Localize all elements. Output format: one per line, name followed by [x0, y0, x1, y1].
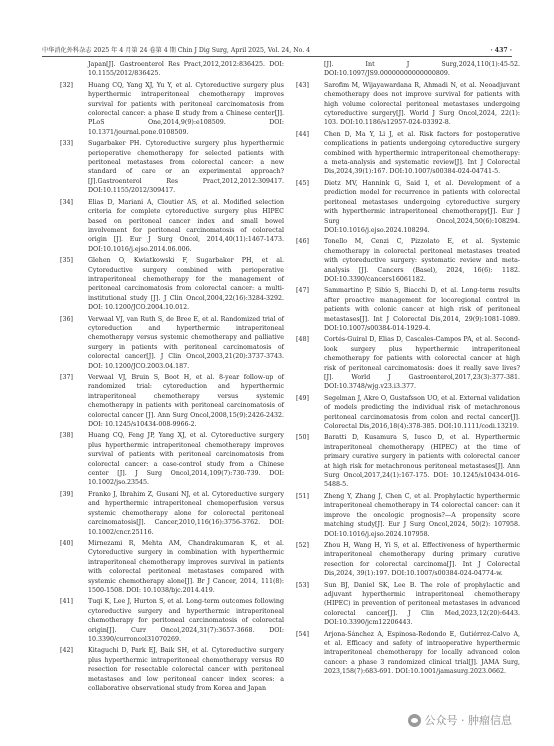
reference-entry — [60, 60, 284, 79]
reference-entry — [60, 646, 284, 693]
reference-number — [60, 60, 88, 79]
reference-number: [32] — [60, 81, 73, 89]
page-number: · 437 · — [490, 47, 512, 54]
reference-number: [51] — [296, 492, 309, 500]
references-right-column — [296, 60, 520, 712]
reference-number: [54] — [296, 630, 309, 638]
reference-entry — [296, 179, 520, 235]
reference-text: Dietz MV, Hannink G, Said I, et al. Development of a prediction model for recurrence in patients with colorectal peritoneal metastases undergoing cytoreductive surgery with hyperthermic intraperitoneal chemotherapy[J]. Eur J Surg Oncol,2024,50(6):108294. DOI:10.1016/j.ejso.2024.108294. — [324, 179, 520, 234]
reference-text: Tonello M, Cenzi C, Pizzolato E, et al. Systemic chemotherapy in colorectal peritoneal metastases treated with cytoreductive surgery: systematic review and meta-analysis [J]. Cancers (Basel), 2024, 16(6): 1182. DOI:10.3390/cancers16061182. — [324, 238, 520, 283]
reference-text: Sugarbaker PH. Cytoreductive surgery plus hyperthermic perioperative chemotherapy for selected patients with peritoneal metastases from colorectal cancer: a new standard of care or an experimental approach?[J].Gastroenterol Res Pract,2012,2012:309417. DOI:10.1155/2012/309417. — [88, 140, 284, 195]
running-header — [42, 42, 512, 57]
reference-text: Glehen O, Kwiatkowski F, Sugarbaker PH, et al. Cytoreductive surgery combined with perioperative intraperitoneal chemotherapy for the management of peritoneal carcinomatosis from colorectal cancer: a multi-institutional study [J]. J Clin Oncol,2004,22(16):3284-3292. DOI: 10.1200/JCO.2004.10.012. — [88, 257, 284, 312]
reference-text: Sun BJ, Daniel SK, Lee B. The role of prophylactic and adjuvant hyperthermic intraperitoneal chemotherapy (HIPEC) in prevention of peritoneal metastases in advanced colorectal cancer[J]. J Clin Med,2023,12(20):6443. DOI:10.3390/jcm12206443. — [324, 581, 520, 627]
reference-text: Cortés-Guiral D, Elias D, Cascales-Campos PA, et al. Second-look surgery plus hyperthermic intraperitoneal chemotherapy for patients with colorectal cancer at high risk of peritoneal carcinomatosis: does it really save lives?[J]. World J Gastroenterol,2017,23(3):377-381. DOI:10.3748/wjg.v23.i3.377. — [324, 336, 520, 391]
reference-entry — [60, 315, 284, 371]
reference-entry — [296, 630, 520, 677]
references-body — [60, 60, 520, 712]
watermark-text: 公众号 · 肿瘤信息 — [424, 714, 512, 727]
reference-number: [34] — [60, 198, 73, 206]
reference-number — [296, 60, 324, 79]
reference-number: [48] — [296, 336, 309, 344]
reference-entry — [60, 198, 284, 254]
reference-entry — [296, 433, 520, 489]
reference-entry — [296, 541, 520, 579]
reference-number: [37] — [60, 374, 73, 381]
reference-text: Japan[J]. Gastroenterol Res Pract,2012,2012:836425. DOI: 10.1155/2012/836425. — [88, 61, 284, 78]
reference-text: Sammartino P, Sibio S, Biacchi D, et al. Long-term results after proactive management for locoregional control in patients with colonic cancer at high risk of peritoneal metastases[J]. Int J Colorectal Dis,2014, 29(9):1081-1089. DOI:10.1007/s00384-014-1929-4. — [324, 287, 520, 332]
reference-entry — [60, 373, 284, 429]
reference-entry — [296, 60, 520, 79]
reference-number: [40] — [60, 539, 73, 547]
reference-entry — [296, 237, 520, 284]
reference-number: [44] — [296, 130, 309, 138]
reference-text: Zhou H, Wang H, Yi S, et al. Effectiveness of hyperthermic intraperitoneal chemotherapy during primary curative resection for colorectal carcinoma[J]. Int J Colorectal Dis,2024, 39(1):197. DOI:10.1007/s00384-024-04774-w. — [324, 541, 520, 578]
reference-number: [33] — [60, 140, 73, 148]
reference-number: [38] — [60, 432, 73, 440]
reference-entry — [296, 492, 520, 539]
journal-header: 中华消化外科杂志 2025 年 4 月第 24 卷第 4 期 Chin J Dig Surg, April 2025, Vol. 24, No. 4 — [42, 47, 311, 54]
reference-entry — [296, 130, 520, 177]
reference-text: Elias D, Mariani A, Cloutier AS, et al. Modified selection criteria for complete cytoreductive surgery plus HIPEC based on peritoneal cancer index and small bowel involvement for peritoneal carcinomatosis of colorectal origin [J]. Eur J Surg Oncol, 2014,40(11):1467-1473. DOI:10.1016/j.ejso.2014.06.006. — [88, 198, 284, 253]
reference-text: Verwaal VJ, van Ruth S, de Bree E, et al. Randomized trial of cytoreduction and hyperthermic intraperitoneal chemotherapy versus systemic chemotherapy and palliative surgery in patients with peritoneal carcinomatosis of colorectal cancer[J]. J Clin Oncol,2003,21(20):3737-3743. DOI: 10.1200/JCO.2003.04.187. — [88, 315, 284, 370]
reference-text: Huang CQ, Feng JP, Yang XJ, et al. Cytoreductive surgery plus hyperthermic intraperitoneal chemotherapy improves survival of patients with peritoneal carcinomatosis from colorectal cancer: a case-control study from a Chinese center [J]. J Surg Oncol,2014,109(7):730-739. DOI: 10.1002/jso.23545. — [88, 432, 284, 487]
reference-number: [52] — [296, 541, 309, 549]
references-left-column — [60, 60, 284, 712]
reference-entry — [296, 335, 520, 391]
reference-entry — [60, 256, 284, 312]
reference-number: [39] — [60, 490, 73, 498]
reference-number: [53] — [296, 581, 309, 589]
reference-number: [47] — [296, 287, 309, 295]
reference-text: Segelman J, Akre O, Gustafsson UO, et al. External validation of models predicting the individual risk of metachronous peritoneal carcinomatosis from colon and rectal cancer[J]. Colorectal Dis,2016,18(4):378-385. DOI:10.1111/codi.13219. — [324, 394, 520, 431]
reference-text: Chen D, Ma Y, Li J, et al. Risk factors for postoperative complications in patients undergoing cytoreductive surgery combined with hyperthermic intraperitoneal chemotherapy: a meta-analysis and systematic review[J]. Int J Colorectal Dis,2024,39(1):167. DOI:10.1007/s00384-024-04741-5. — [324, 130, 520, 176]
watermark — [408, 712, 513, 728]
reference-entry — [296, 286, 520, 333]
reference-number: [45] — [296, 179, 309, 187]
reference-text: Tuqi K, Lee J, Hurton S, et al. Long-term outcomes following cytoreductive surgery and hyperthermic intraperitoneal chemotherapy for peritoneal carcinomatosis of colorectal origin[J]. Curr Oncol,2024,31(7):3657-3668. DOI: 10.3390/curroncol31070269. — [88, 598, 284, 643]
reference-text: Baratti D, Kusamura S, Iusco D, et al. Hyperthermic intraperitoneal chemotherapy (HIPEC) at the time of primary curative surgery in patients with colorectal cancer at high risk for metachronous peritoneal metastases[J]. Ann Surg Oncol,2017,24(1):167-175. DOI: 10.1245/s10434-016-5488-5. — [324, 434, 520, 489]
reference-number: [41] — [60, 598, 73, 606]
reference-text: Huang CQ, Yang XJ, Yu Y, et al. Cytoreductive surgery plus hyperthermic intraperitoneal chemotherapy improves survival for patients with peritoneal carcinomatosis from colorectal cancer: a phase Ⅱ study from a Chinese center[J]. PLoS One,2014,9(9):e108509. DOI: 10.1371/journal.pone.0108509. — [88, 81, 284, 136]
reference-number: [43] — [296, 81, 309, 89]
reference-text: Arjona-Sánchez A, Espinosa-Redondo E, Gutiérrez-Calvo A, et al. Efficacy and safety of intraoperative hyperthermic intraperitoneal chemotherapy for locally advanced colon cancer: a phase 3 randomized clinical trial[J]. JAMA Surg, 2023,158(7):683-691. DOI:10.1001/jamasurg.2023.0662. — [324, 630, 520, 676]
reference-text: Zheng Y, Zhang J, Chen C, et al. Prophylactic hyperthermic intraperitoneal chemotherapy in T4 colorectal cancer: can it improve the oncologic prognosis?—A propensity score matching study[J]. Eur J Surg Oncol,2024, 50(2): 107958. DOI:10.1016/j.ejso.2024.107958. — [324, 492, 520, 538]
reference-text: Mirnezami R, Mehta AM, Chandrakumaran K, et al. Cytoreductive surgery in combination with hyperthermic intraperitoneal chemotherapy improves survival in patients with colorectal peritoneal metastases compared with systemic chemotherapy alone[J]. Br J Cancer, 2014, 111(8): 1500-1508. DOI: 10.1038/bjc.2014.419. — [88, 539, 284, 594]
reference-text: Kitaguchi D, Park EJ, Baik SH, et al. Cytoreductive surgery plus hyperthermic intraperitoneal chemotherapy versus R0 resection for resectable colorectal cancer with peritoneal metastases and low peritoneal cancer index scores: a collaborative observational study from Korea and Japan — [88, 647, 284, 692]
reference-text: Franko J, Ibrahim Z, Gusani NJ, et al. Cytoreductive surgery and hyperthermic intraperitoneal chemoperfusion versus systemic chemotherapy alone for colorectal peritoneal carcinomatosis[J]. Cancer,2010,116(16):3756-3762. DOI: 10.1002/cncr.25116. — [88, 490, 284, 536]
reference-entry — [60, 139, 284, 195]
reference-text: Verwaal VJ, Bruin S, Boot H, et al. 8-year follow-up of randomized trial: cytoreduction and hyperthermic intraperitoneal chemotherapy versus systemic chemotherapy in patients with peritoneal carcinomatosis of colorectal cancer [J]. Ann Surg Oncol,2008,15(9):2426-2432. DOI: 10.1245/s10434-008-9966-2. — [88, 374, 284, 429]
reference-entry — [296, 394, 520, 432]
wechat-icon — [408, 714, 421, 727]
reference-number: [46] — [296, 238, 309, 246]
reference-entry — [296, 81, 520, 128]
reference-entry — [60, 490, 284, 537]
reference-number: [35] — [60, 257, 73, 265]
reference-number: [36] — [60, 315, 73, 323]
reference-number: [50] — [296, 434, 309, 442]
reference-entry — [60, 597, 284, 644]
reference-entry — [60, 539, 284, 595]
reference-entry — [60, 81, 284, 137]
reference-number: [49] — [296, 394, 309, 402]
reference-entry — [60, 431, 284, 487]
reference-text: Sarofim M, Wijayawardana R, Ahmadi N, et al. Neoadjuvant chemotherapy does not improve survival for patients with high volume colorectal peritoneal metastases undergoing cytoreductive surgery[J]. World J Surg Oncol,2024, 22(1): 103. DOI:10.1186/s12957-024-03392-8. — [324, 81, 520, 127]
reference-number: [42] — [60, 647, 73, 655]
reference-entry — [296, 581, 520, 628]
reference-text: [J]. Int J Surg,2024,110(1):45-52. DOI:10.1097/JS9.00000000000000809. — [324, 61, 520, 78]
